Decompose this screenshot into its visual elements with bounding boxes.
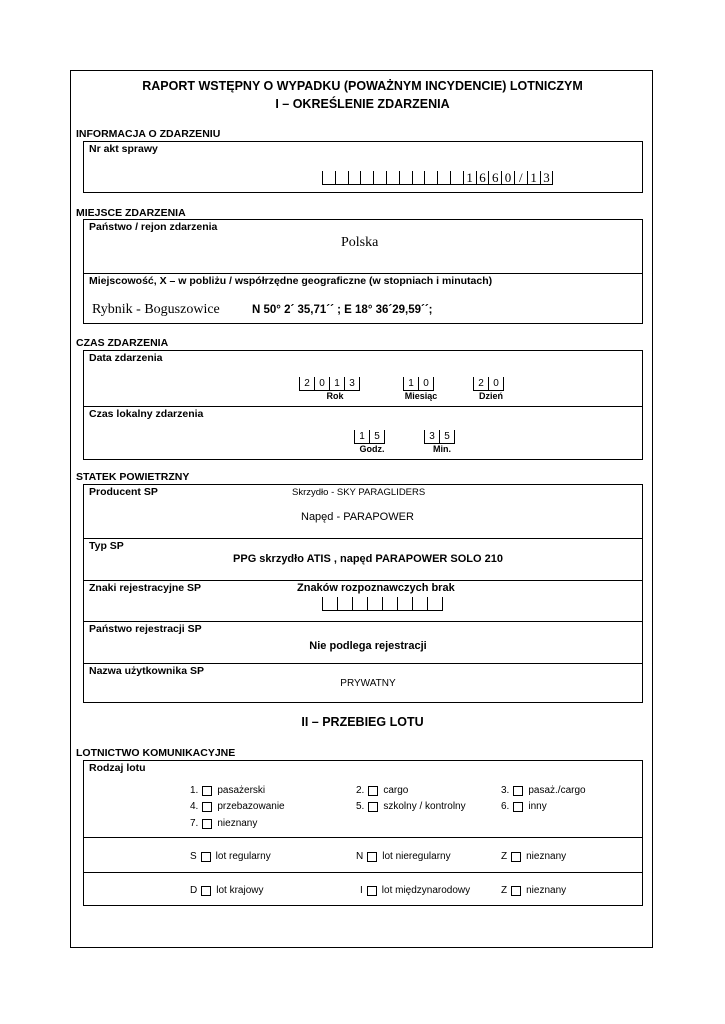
- char-cell[interactable]: [438, 171, 451, 185]
- znaki-row: [84, 580, 642, 621]
- typ-row: [84, 538, 642, 580]
- char-cell[interactable]: 3: [345, 377, 360, 391]
- miejscowosc-label: Miejscowość, X – w pobliżu / współrzędne geograficzne (w stopniach i minutach): [89, 275, 493, 287]
- panstwo-value: Polska: [341, 235, 379, 250]
- char-cell[interactable]: 0: [419, 377, 434, 391]
- typ-value: PPG skrzydło ATIS , napęd PARAPOWER SOLO 210: [233, 553, 503, 565]
- nr-akt-label: Nr akt sprawy: [89, 143, 158, 155]
- char-cell[interactable]: 0: [315, 377, 330, 391]
- znaki-value: Znaków rozpoznawczych brak: [297, 582, 455, 594]
- godz-cells: [354, 430, 385, 444]
- option-pasazerski[interactable]: 1. pasażerski: [190, 785, 266, 796]
- section-czas: CZAS ZDARZENIA: [76, 337, 169, 349]
- statek-box: [83, 484, 643, 703]
- char-cell[interactable]: 1: [355, 430, 370, 444]
- miesiac-cells: [403, 377, 434, 391]
- char-cell[interactable]: 5: [370, 430, 385, 444]
- char-cell[interactable]: [383, 597, 398, 611]
- czas-lokalny-row: [84, 406, 642, 460]
- rok-cells: [299, 377, 360, 391]
- section-title-1: I – OKREŚLENIE ZDARZENIA: [275, 97, 450, 111]
- char-cell[interactable]: 3: [425, 430, 440, 444]
- section-statek: STATEK POWIETRZNY: [76, 471, 190, 483]
- miejscowosc-value: Rybnik - Boguszowice: [92, 302, 220, 317]
- option-pasaz-cargo[interactable]: 3. pasaż./cargo: [501, 785, 586, 796]
- checkbox[interactable]: [201, 852, 211, 862]
- panstwo-rej-row: [84, 621, 642, 663]
- char-cell[interactable]: [338, 597, 353, 611]
- char-cell[interactable]: [413, 597, 428, 611]
- char-cell[interactable]: 3: [541, 171, 554, 185]
- miejsce-box: [83, 219, 643, 324]
- checkbox[interactable]: [368, 786, 378, 796]
- char-cell[interactable]: [361, 171, 374, 185]
- char-cell[interactable]: [374, 171, 387, 185]
- typ-label: Typ SP: [89, 540, 124, 552]
- char-cell[interactable]: 2: [474, 377, 489, 391]
- section-lotnictwo: LOTNICTWO KOMUNIKACYJNE: [76, 747, 236, 759]
- krajowy-row: [84, 872, 642, 906]
- rodzaj-label: Rodzaj lotu: [89, 762, 146, 774]
- option-lot-miedzynarodowy[interactable]: I lot międzynarodowy: [360, 885, 471, 896]
- producent-row: [84, 485, 642, 538]
- checkbox[interactable]: [201, 886, 211, 896]
- option-lot-nieregularny[interactable]: N lot nieregularny: [356, 851, 451, 862]
- uzytkownik-label: Nazwa użytkownika SP: [89, 665, 204, 677]
- checkbox[interactable]: [202, 786, 212, 796]
- char-cell[interactable]: [413, 171, 426, 185]
- char-cell[interactable]: 1: [464, 171, 477, 185]
- data-row: [84, 351, 642, 406]
- form-title: RAPORT WSTĘPNY O WYPADKU (POWAŻNYM INCYDENCIE) LOTNICZYM: [142, 79, 583, 93]
- znaki-cells: [322, 597, 443, 611]
- char-cell[interactable]: 2: [300, 377, 315, 391]
- lotnictwo-box: [83, 760, 643, 906]
- checkbox[interactable]: [511, 886, 521, 896]
- checkbox[interactable]: [513, 786, 523, 796]
- char-cell[interactable]: [368, 597, 383, 611]
- checkbox[interactable]: [202, 819, 212, 829]
- info-box: [83, 141, 643, 193]
- producent-label: Producent SP: [89, 486, 158, 498]
- data-label: Data zdarzenia: [89, 352, 163, 364]
- char-cell[interactable]: 5: [440, 430, 455, 444]
- char-cell[interactable]: [387, 171, 400, 185]
- char-cell[interactable]: [323, 597, 338, 611]
- min-cells: [424, 430, 455, 444]
- godz-caption: Godz.: [359, 444, 385, 454]
- miesiac-caption: Miesiąc: [404, 391, 438, 401]
- char-cell[interactable]: [323, 171, 336, 185]
- rodzaj-row: [84, 761, 642, 837]
- option-inny[interactable]: 6. inny: [501, 801, 547, 812]
- checkbox[interactable]: [367, 852, 377, 862]
- dzien-cells: [473, 377, 504, 391]
- char-cell[interactable]: [336, 171, 349, 185]
- regularny-row: [84, 837, 642, 872]
- section-info: INFORMACJA O ZDARZENIU: [76, 128, 221, 140]
- char-cell[interactable]: [428, 597, 443, 611]
- miejscowosc-row: [84, 273, 642, 324]
- char-cell[interactable]: [425, 171, 438, 185]
- char-cell[interactable]: [398, 597, 413, 611]
- checkbox[interactable]: [513, 802, 523, 812]
- char-cell[interactable]: 1: [404, 377, 419, 391]
- uzytkownik-value: PRYWATNY: [340, 678, 396, 689]
- char-cell[interactable]: [451, 171, 464, 185]
- czas-box: [83, 350, 643, 460]
- producent-line2: Napęd - PARAPOWER: [301, 511, 414, 523]
- option-regularny-nieznany[interactable]: Z nieznany: [501, 851, 567, 862]
- option-przebazowanie[interactable]: 4. przebazowanie: [190, 801, 285, 812]
- rok-caption: Rok: [326, 391, 344, 401]
- znaki-label: Znaki rejestracyjne SP: [89, 582, 202, 594]
- form-page: [70, 70, 653, 948]
- char-cell[interactable]: 0: [502, 171, 515, 185]
- czas-lokalny-label: Czas lokalny zdarzenia: [89, 408, 204, 420]
- checkbox[interactable]: [367, 886, 377, 896]
- section-title-2: II – PRZEBIEG LOTU: [301, 715, 424, 729]
- coords-value: N 50° 2´ 35,71´´ ; E 18° 36´29,59´´;: [252, 304, 433, 316]
- option-krajowy-nieznany[interactable]: Z nieznany: [501, 885, 567, 896]
- panstwo-label: Państwo / rejon zdarzenia: [89, 221, 218, 233]
- panstwo-row: [84, 220, 642, 273]
- nr-akt-cells: [322, 171, 553, 185]
- uzytkownik-row: [84, 663, 642, 703]
- option-nieznany[interactable]: 7. nieznany: [190, 818, 258, 829]
- checkbox[interactable]: [368, 802, 378, 812]
- char-cell[interactable]: 1: [528, 171, 541, 185]
- option-cargo[interactable]: 2. cargo: [356, 785, 409, 796]
- producent-line1: Skrzydło - SKY PARAGLIDERS: [292, 487, 426, 498]
- section-miejsce: MIEJSCE ZDARZENIA: [76, 207, 186, 219]
- option-lot-regularny[interactable]: S lot regularny: [190, 851, 271, 862]
- checkbox[interactable]: [511, 852, 521, 862]
- panstwo-rej-value: Nie podlega rejestracji: [309, 640, 427, 652]
- char-cell[interactable]: 6: [477, 171, 490, 185]
- char-cell[interactable]: 6: [489, 171, 502, 185]
- checkbox[interactable]: [202, 802, 212, 812]
- char-cell[interactable]: /: [515, 171, 528, 185]
- option-lot-krajowy[interactable]: D lot krajowy: [190, 885, 264, 896]
- panstwo-rej-label: Państwo rejestracji SP: [89, 623, 202, 635]
- char-cell[interactable]: 1: [330, 377, 345, 391]
- dzien-caption: Dzień: [478, 391, 503, 401]
- option-szkolny[interactable]: 5. szkolny / kontrolny: [356, 801, 466, 812]
- char-cell[interactable]: [353, 597, 368, 611]
- char-cell[interactable]: [349, 171, 362, 185]
- min-caption: Min.: [433, 444, 451, 454]
- char-cell[interactable]: 0: [489, 377, 504, 391]
- char-cell[interactable]: [400, 171, 413, 185]
